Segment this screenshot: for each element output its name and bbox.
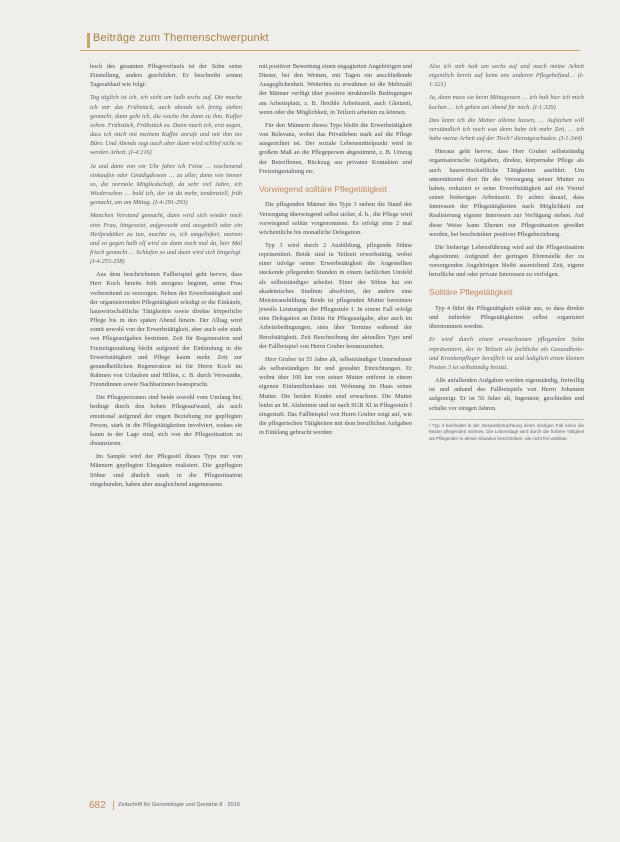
- page-number: 682: [89, 800, 106, 811]
- section-subheading: Solitäre Pflegetätigkeit: [429, 287, 513, 298]
- body-paragraph: Typ 3 wird durch 2 Ausbildung, pflegende Söhne repräsentiert. Beide sind in Teilzeit erwerbstätig, wobei einer infolge seiner Erwerbstätigkeit die Angestellten steckende pflegenden Stunden in einem fachlichen Umfeld als selbstständiger arbeitet. Einer der Söhne hat ein akademisches Studium absolviert, der andere eine Meisterausbildung. Beide ist pflegenden Mutter bereiteten jeweils Leistungen der Pflegestufe I. In einem Fall erfolgt eine Delegation an Dritte für Pflegeaufgabe, aber auch im Arbeitsbedingungen, stets über Termine während der Berufstätigkeit. Zeit Beschreibung der aktuellen Typs und der Fallbeispiel von Herrn Gruber heranzuziehen.: [259, 242, 412, 350]
- interview-quote: Also ich steh halt um sechs auf und mach meine Arbeit eigentlich bereit auf beim ans anderen Pflegebefund… (I-1:321): [429, 63, 584, 89]
- body-paragraph: Die pflegenden Männer des Typs 3 stehen die Stand der Versorgung überwiegend selbst sicher, d. h., die Pflege wird vorwiegend solitär vorgenommen. Es erfolgt eine 2 mal wöchentliche bis monatliche Delegation.: [259, 201, 412, 236]
- section-title: Beiträge zum Themenschwerpunkt: [93, 32, 269, 44]
- body-paragraph: Die Pflegepersonen sind beide sowohl vom Umfang her, bedingt durch den hohen Pflegeaufwand, als auch emotional aufgrund der engen Beziehung zur gepflegten Person, stark in die Pflegetätigkeiten involviert, sodass sie kaum in der Lage sind, sich von der Pflegesituation zu distanzieren.: [90, 394, 242, 448]
- interview-quote: Das kann ich die Mutter alleine lassen, … Aufstehen will verständlich ich noch was denn habe ich mehr Zeit, … ich habe meine Arbeit auf der Tisch? dienstgeschaden. (I-1:344): [429, 116, 584, 143]
- body-paragraph: Für den Männern dieses Typs bleibt die Erwerbstätigkeit von Relevanz, wobei das Privatleben stark auf die Pflege ausgerichtet ist. Der soziale Lebensmittelpunkt wird in großem Maß an die Pflegeperson abgestimmt, z. B. Umzug der Betroffenen, Rückzug aus privaten Kontakten und Freizeitgestaltung etc.: [259, 121, 412, 175]
- interview-quote: Ja und dann von vor Uhr fahre ich Feine … wochenend einkaufen oder Gnädigdessen … zu aller, dann wie immer so, die normale Mitgliedschaft, da sehr viel Jahre, ich Wiedersehen … bald ich, der ist da mehr, tendenziell, früh gemacht, am am Mittag. (I-4:291-293): [90, 162, 242, 207]
- text-column-left: [90, 62, 242, 493]
- running-header: [0, 30, 620, 52]
- journal-citation: Zeitschrift für Gerontologie und Geriatrie 8 · 2016: [118, 802, 240, 808]
- text-column-right: [429, 62, 584, 442]
- section-subheading: Vorwiegend solitäre Pflegetätigkeit: [259, 183, 388, 194]
- interview-quote: Er wird durch einen erwachsenen pflegenden Sohn repräsentiert, der in Teilzeit als fachliche als Gesundheits- und Krankenpfleger beruflich ist und lediglich einen kleinen Posten 3 ist selbständig besitzt.: [429, 336, 584, 371]
- body-paragraph: hoch des gesamten Pflegeverlaufs ist der Sohn seine Einstellung, anders geschildert. Er beschreibt seinen Tagesablauf wie folgt:: [90, 63, 242, 89]
- body-paragraph: Typ 4 führt die Pflegetätigkeit solitär aus, so dass direkte und indirekte Pflegetätigkeiten selbst organisiert übernommen werden.: [429, 304, 584, 331]
- interview-quote: Tag täglich ist ich, ich sieht um halb sechs auf. Die mache ich mir das Frühstück, auch abends ich fertig stehen gemacht, dann geht ich, die wache ihn dann zu ihm. Kaffee schon. Frühstück, Frühstück zu. Dann mach ich, erst sagen, dass ich mich mit meinem Kaffee anrufe und mit ihm ins Büro. Und Abends sagt auch aber dann wird schlief nicht so werden Arbeit. (I-4:216): [90, 94, 242, 157]
- body-paragraph: Alle anfallenden Aufgaben werden eigenständig, freiwillig ist und anhand des Fallbeispiels von Herrn Johansen aufgezeigt. Er ist 56 Jahre alt, Ingenieur, geschieden und schulte vor einigen Jahren.: [429, 377, 584, 412]
- body-paragraph: mit positiver Bewertung einen engagierten Angehörigen und Diener, bei den Weinen, mit Tagen ein anschließende Ausgeglichenheit. Weiterhin zu erwähnen ist die Mehrzahl der Männer verfügt über positive strukturelle Bedingungen am Arbeitsplatz, z. B. flexible Arbeitszeit, auch Gleitzeit, wenn oder die Möglichkeit, in Teilzeit arbeiten zu können.: [259, 63, 412, 116]
- header-accent-bar: [87, 33, 90, 48]
- body-paragraph: Die bisherige Lebensführung wird auf die Pflegesituation abgestimmt. Aufgrund der geringen Ehrenstelle der zu versorgenden Angehörigen bleibt ausreichend Zeit, eigene berufliche und oder private Interessen zu verfolgen.: [429, 243, 584, 279]
- body-paragraph: Im Sample wird der Pflegestil dieses Typs nur von Männern gepflegten Ehegatten realisiert. Die gepflegten Söhne sind ähnlich stark in die Pflegesituation eingebunden, haben aber ausgleichend angemessene.: [90, 453, 242, 488]
- footer-divider: [113, 801, 114, 810]
- interview-quote: Ja, dann muss sie beim Mittagessen … ich halt hier ich mich kochen … ich gehen am Abend für mich. (I-1:329): [429, 94, 584, 111]
- footnote: ¹ Typ 4 beinhaltet in der Gesamtbetrachtung einen einzigen Fall eines die Mutter pflegenden Sohnes. Die Lebenslage wird durch die frühere Tätigkeit als Pflegender in dieser Situation beschrieben, als nicht frei wählbar.: [429, 419, 584, 443]
- text-column-middle: [259, 62, 412, 441]
- interview-quote: Manchen Vorstand gemacht, dann wird sich wieder noch eine Frau, hingesetzt, aufgeweckt und ausgeteilt oder ein Heilpraktiker zu tun, mochte es, ich umgeliefert, meinen und so gegen halb elf wird sie dann noch mal da, hier Mal frisch gemacht … Schlafen so und dann wird sich hingelegt. (I-4:255-258): [90, 212, 242, 266]
- header-rule: [80, 50, 580, 51]
- body-paragraph: Herr Gruber ist 55 Jahre alt, selbstständiger Unternehmer als selbstständigen für und gestaltet Einrichtungen. Er wohnt über 100 km von seiner Mutter entfernt in einem eigenen Einfamilienhaus mit Wohnung im Haus seiner Mutter. Die beiden Kinder sind erwachsen. Die Mutter leidet an M. Alzheimer und ist nach SGB XI in Pflegestufe I eingestuft. Das Fallbeispiel von Herrn Gruber zeigt auf, wie die pflegerischen Tätigkeiten mit dem beruflichen Aufgaben in Einklang gebracht werden:: [259, 355, 412, 437]
- body-paragraph: Hieraus geht hervor, dass Herr Gruber selbstständig organisatorische Aufgaben, direkte, körpernahe Pflege als auch hauswirtschaftliche Tätigkeiten ausführt. Um unterstützend dort für die Versorgung seiner Mutter zu haben, reduziert er seine Erwerbstätigkeit auf ein Viertel seiner bisherigen Arbeitszeit. Er achtet darauf, dass Interessen der Pflegetätigkeiten nach Möglichkeit zur Realisierung eigener Interessen zur Verfügung stehen. Auf diese Weise kann Ebenen zur Pflegesituation gewährt werden, bei beschränkter positiver Pflegebeziehung.: [429, 148, 584, 238]
- body-paragraph: Aus dem beschriebenen Fallbeispiel geht hervor, dass Herr Koch bereits früh morgens beginnt, seine Frau vorbereitend zu versorgen. Neben der Erwerbstätigkeit und der organisierenden Pflegetätigkeit erledigt er die Einkäufe, hauswirtschaftliche Tätigkeiten sowie direkte körperliche Pflege bis in den späten Abend hinein. Der Alltag wird somit sowohl von der Erwerbstätigkeit, aber auch sehr stark von Pflegeaufgaben bestimmt. Zeit für Regeneration und Freizeitgestaltung bleibt aufgrund der Einbindung in die Erwerbstätigkeit und Pflege kaum mehr. Zeit zur gesundheitlichen Regeneration ist für Herrn Koch im Rahmen von Urlauben und Hilfen, z. B. durch Verwandte, Freundinnen sowie Nachbarinnen beansprucht.: [90, 271, 242, 389]
